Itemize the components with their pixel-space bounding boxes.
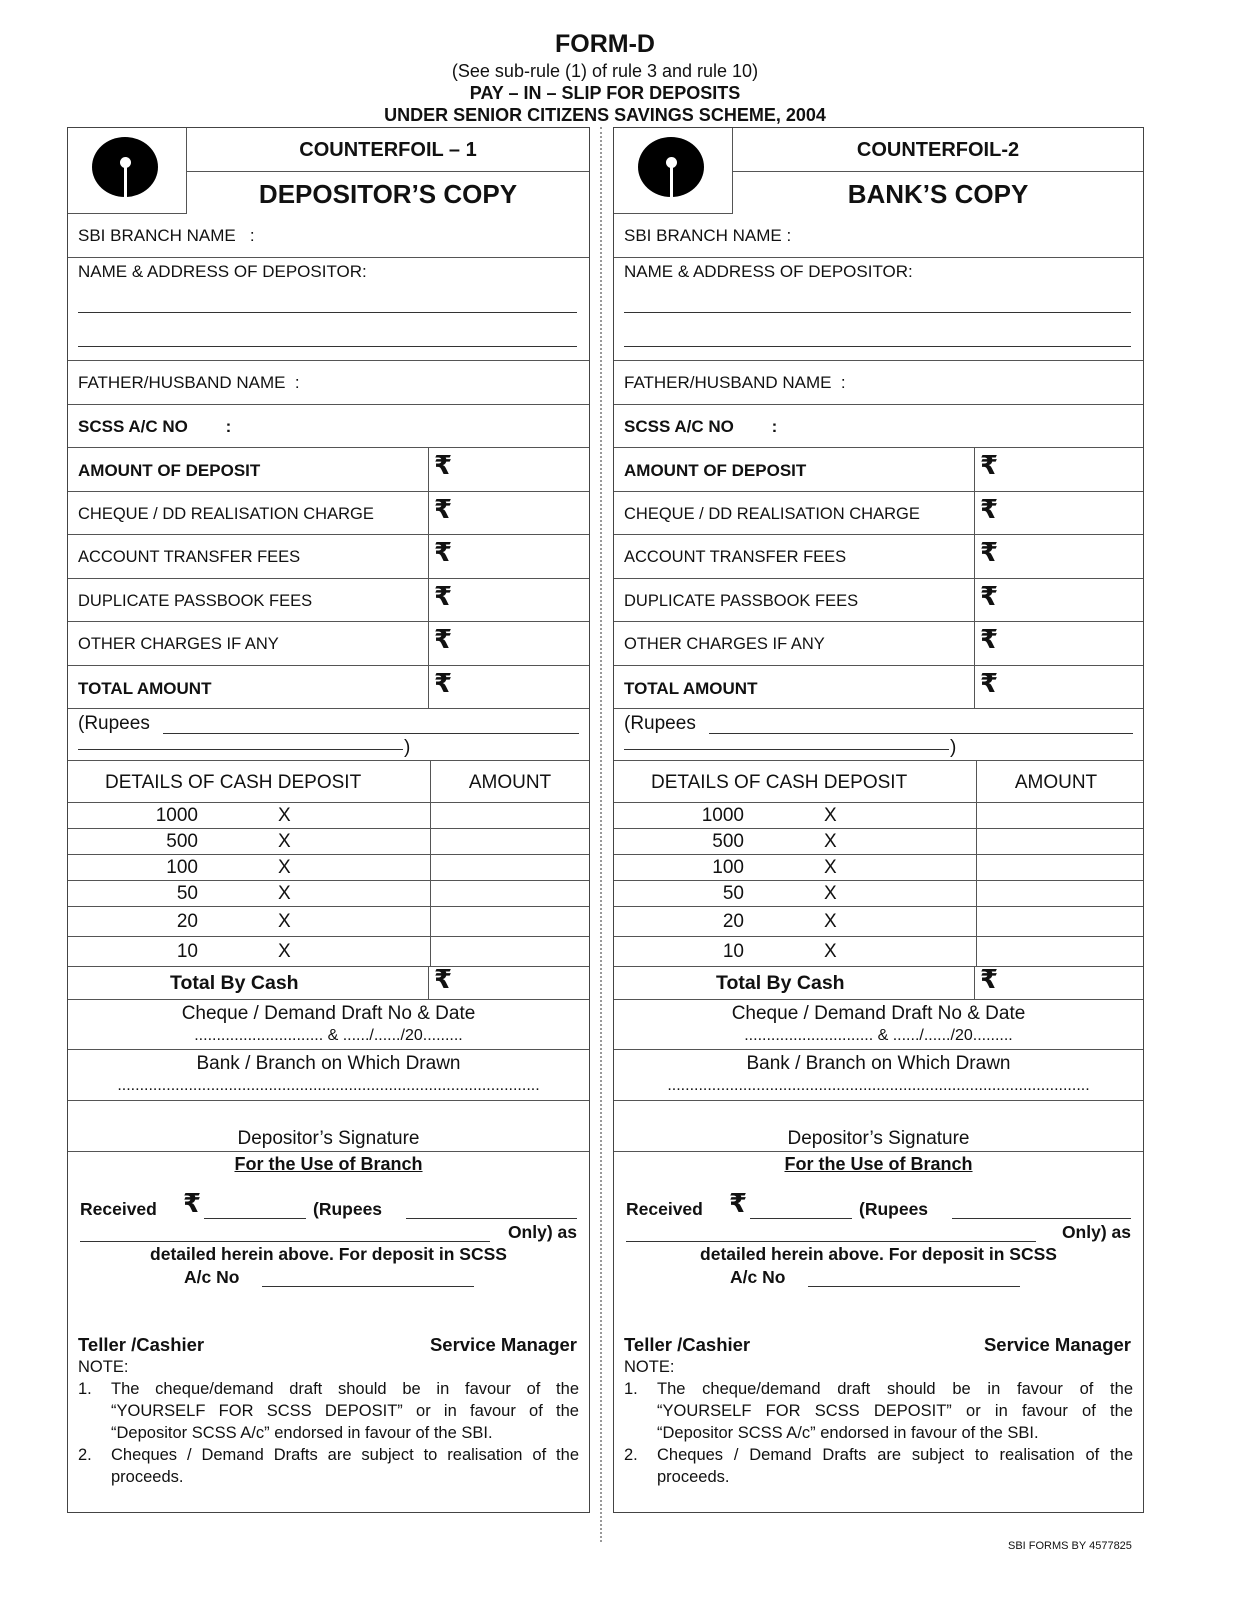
- bank-fill: ...............................................................................................: [117, 1077, 540, 1094]
- transfer-fees-label: ACCOUNT TRANSFER FEES: [624, 548, 847, 566]
- denomination-value: 1000: [701, 805, 744, 826]
- note-text: Cheques / Demand Drafts are subject to realisation of the proceeds.: [657, 1446, 1133, 1486]
- rupee-icon: ₹: [980, 965, 999, 995]
- row-realisation-charge[interactable]: [614, 492, 1143, 536]
- counterfoil-depositor-copy: [67, 127, 590, 1513]
- rupees-open-label: (Rupees: [78, 713, 150, 734]
- note-item: [78, 1444, 579, 1488]
- denomination-value: 10: [176, 941, 198, 962]
- cash-details-header: [614, 761, 1143, 803]
- multiply-sign: X: [278, 805, 291, 826]
- form-subtitle: (See sub-rule (1) of rule 3 and rule 10): [451, 61, 759, 81]
- account-number-label: SCSS A/C NO :: [624, 417, 778, 436]
- rupee-icon: ₹: [980, 581, 999, 612]
- multiply-sign: X: [278, 883, 291, 904]
- name-line-1: [624, 312, 1131, 313]
- row-other-charges[interactable]: [614, 622, 1143, 666]
- account-number-field[interactable]: [68, 405, 589, 448]
- father-name-label: FATHER/HUSBAND NAME :: [624, 373, 846, 392]
- note-number: 1.: [624, 1380, 638, 1398]
- signature-label: Depositor’s Signature: [787, 1128, 970, 1149]
- rupee-icon: ₹: [434, 451, 453, 481]
- row-duplicate-passbook-fees[interactable]: [614, 579, 1143, 623]
- multiply-sign: X: [278, 911, 291, 932]
- note-number: 1.: [78, 1380, 92, 1398]
- rupee-icon: ₹: [980, 494, 999, 525]
- duplicate-passbook-fees-label: DUPLICATE PASSBOOK FEES: [78, 591, 313, 610]
- total-by-cash-row[interactable]: [68, 967, 589, 1000]
- signature-label: Depositor’s Signature: [237, 1128, 420, 1149]
- branch-name-field[interactable]: [68, 214, 589, 258]
- rupee-icon: ₹: [980, 625, 999, 655]
- signature-field[interactable]: [614, 1101, 1143, 1152]
- amount-divider: [428, 448, 429, 709]
- detailed-text: detailed herein above. For deposit in SCSS: [150, 1244, 507, 1264]
- realisation-charge-label: CHEQUE / DD REALISATION CHARGE: [624, 504, 920, 523]
- cheque-details-field[interactable]: [68, 1000, 589, 1050]
- rupee-icon: ₹: [434, 965, 453, 995]
- bank-label: Bank / Branch on Which Drawn: [196, 1053, 461, 1074]
- denomination-row[interactable]: [614, 803, 1143, 829]
- tear-line: [600, 127, 602, 1542]
- name-line-2: [624, 346, 1131, 347]
- rupee-icon: ₹: [980, 538, 999, 568]
- note-item: [624, 1378, 1133, 1444]
- note-title: NOTE:: [78, 1358, 129, 1376]
- denomination-row[interactable]: [614, 881, 1143, 907]
- total-amount-label: TOTAL AMOUNT: [624, 678, 758, 698]
- rupees-word-label: (Rupees: [313, 1199, 383, 1219]
- account-number-label: SCSS A/C NO :: [78, 417, 232, 436]
- notes: [78, 1356, 579, 1488]
- amount-header: AMOUNT: [468, 772, 552, 793]
- drawn-bank-field[interactable]: [68, 1050, 589, 1101]
- multiply-sign: X: [278, 857, 291, 878]
- logo-cell: [68, 128, 187, 214]
- note-number: 2.: [78, 1446, 92, 1464]
- father-name-field[interactable]: [614, 361, 1143, 405]
- counterfoil-label: COUNTERFOIL – 1: [187, 128, 589, 172]
- note-item: [78, 1378, 579, 1444]
- total-cash-divider: [974, 967, 975, 1000]
- name-line-1: [78, 312, 577, 313]
- account-number-field[interactable]: [614, 405, 1143, 448]
- cash-details-header: [68, 761, 589, 803]
- rupees-open-label: (Rupees: [624, 713, 696, 734]
- sbi-logo-icon: [92, 137, 158, 197]
- branch-name-field[interactable]: [614, 214, 1143, 258]
- rupees-close-label: ): [404, 737, 411, 758]
- rupee-icon: ₹: [434, 668, 453, 699]
- rupees-close-label: ): [950, 737, 957, 758]
- rupee-icon: ₹: [183, 1189, 202, 1219]
- copy-label: DEPOSITOR’S COPY: [258, 179, 518, 209]
- rupees-line-2: [78, 749, 403, 750]
- details-header: DETAILS OF CASH DEPOSIT: [105, 772, 362, 793]
- sbi-logo-icon: [638, 137, 704, 197]
- father-name-label: FATHER/HUSBAND NAME :: [78, 373, 300, 392]
- signature-field[interactable]: [68, 1101, 589, 1152]
- total-by-cash-row[interactable]: [614, 967, 1143, 1000]
- name-address-label: NAME & ADDRESS OF DEPOSITOR:: [78, 262, 367, 281]
- multiply-sign: X: [824, 805, 837, 826]
- details-header: DETAILS OF CASH DEPOSIT: [651, 772, 908, 793]
- counterfoil-label: COUNTERFOIL-2: [733, 128, 1143, 172]
- rupee-icon: ₹: [729, 1189, 748, 1219]
- row-duplicate-passbook-fees[interactable]: [68, 579, 589, 623]
- rupee-icon: ₹: [434, 625, 453, 655]
- name-address-field[interactable]: [614, 258, 1143, 361]
- amount-header: AMOUNT: [1014, 772, 1098, 793]
- denomination-value: 100: [712, 857, 744, 878]
- father-name-field[interactable]: [68, 361, 589, 405]
- rupees-in-words-field[interactable]: [614, 709, 1143, 761]
- amount-of-deposit-label: AMOUNT OF DEPOSIT: [624, 461, 807, 480]
- ac-no-line[interactable]: [262, 1286, 474, 1287]
- branch-use-heading: For the Use of Branch: [234, 1154, 423, 1174]
- note-text: The cheque/demand draft should be in favour of the “YOURSELF FOR SCSS DEPOSIT” or in favour of the “Depositor SCSS A/c” endorsed in favour of the SBI.: [111, 1380, 579, 1442]
- denomination-row[interactable]: [68, 907, 589, 937]
- form-title: FORM-D: [555, 30, 655, 58]
- amount-divider: [974, 448, 975, 709]
- note-title: NOTE:: [624, 1358, 675, 1376]
- denomination-value: 10: [722, 941, 744, 962]
- realisation-charge-label: CHEQUE / DD REALISATION CHARGE: [78, 504, 374, 523]
- denomination-row[interactable]: [68, 803, 589, 829]
- denomination-value: 50: [722, 883, 744, 904]
- denomination-row[interactable]: [614, 907, 1143, 937]
- row-total-amount[interactable]: [68, 666, 589, 710]
- scheme-title: UNDER SENIOR CITIZENS SAVINGS SCHEME, 2004: [384, 105, 826, 125]
- cheque-label: Cheque / Demand Draft No & Date: [181, 1003, 476, 1024]
- multiply-sign: X: [824, 883, 837, 904]
- total-cash-label: Total By Cash: [716, 972, 845, 994]
- denomination-row[interactable]: [68, 829, 589, 855]
- rupees-word-label: (Rupees: [859, 1199, 929, 1219]
- cash-divider: [430, 761, 431, 967]
- denomination-row[interactable]: [68, 937, 589, 967]
- row-other-charges[interactable]: [68, 622, 589, 666]
- note-text: The cheque/demand draft should be in favour of the “YOURSELF FOR SCSS DEPOSIT” or in favour of the “Depositor SCSS A/c” endorsed in favour of the SBI.: [657, 1380, 1133, 1442]
- counterfoil-bank-copy: [613, 127, 1144, 1513]
- received-amount-line[interactable]: [750, 1218, 852, 1219]
- name-address-label: NAME & ADDRESS OF DEPOSITOR:: [624, 262, 913, 281]
- ac-no-label: A/c No: [730, 1267, 786, 1287]
- row-amount-of-deposit[interactable]: [68, 448, 589, 492]
- row-total-amount[interactable]: [614, 666, 1143, 710]
- received-amount-line[interactable]: [204, 1218, 306, 1219]
- cheque-label: Cheque / Demand Draft No & Date: [731, 1003, 1026, 1024]
- row-realisation-charge[interactable]: [68, 492, 589, 536]
- received-label: Received: [626, 1199, 703, 1219]
- denomination-value: 500: [166, 831, 198, 852]
- cheque-fill: ............................. & ....../....../20.........: [744, 1027, 1013, 1044]
- total-cash-divider: [428, 967, 429, 1000]
- branch-name-label: SBI BRANCH NAME :: [78, 226, 255, 245]
- multiply-sign: X: [278, 831, 291, 852]
- note-item: [624, 1444, 1133, 1488]
- multiply-sign: X: [824, 857, 837, 878]
- other-charges-label: OTHER CHARGES IF ANY: [78, 635, 279, 653]
- received-words-line-2[interactable]: [80, 1241, 490, 1242]
- teller-label: Teller /Cashier: [624, 1334, 751, 1355]
- multiply-sign: X: [824, 911, 837, 932]
- rupee-icon: ₹: [434, 494, 453, 525]
- ac-no-label: A/c No: [184, 1267, 240, 1287]
- branch-use-heading: For the Use of Branch: [784, 1154, 973, 1174]
- multiply-sign: X: [824, 941, 837, 962]
- denomination-value: 20: [176, 911, 198, 932]
- note-text: Cheques / Demand Drafts are subject to realisation of the proceeds.: [111, 1446, 579, 1486]
- row-transfer-fees[interactable]: [614, 535, 1143, 579]
- name-line-2: [78, 346, 577, 347]
- denomination-value: 500: [712, 831, 744, 852]
- transfer-fees-label: ACCOUNT TRANSFER FEES: [78, 548, 301, 566]
- amount-of-deposit-label: AMOUNT OF DEPOSIT: [78, 461, 261, 480]
- branch-name-label: SBI BRANCH NAME :: [624, 226, 792, 245]
- received-words-line[interactable]: [406, 1218, 577, 1219]
- row-amount-of-deposit[interactable]: [614, 448, 1143, 492]
- multiply-sign: X: [278, 941, 291, 962]
- drawn-bank-field[interactable]: [614, 1050, 1143, 1101]
- footer-code: SBI FORMS BY 4577825: [1008, 1540, 1132, 1552]
- received-label: Received: [80, 1199, 157, 1219]
- rupees-line-1: [163, 733, 579, 734]
- row-transfer-fees[interactable]: [68, 535, 589, 579]
- received-words-line[interactable]: [952, 1218, 1131, 1219]
- rupees-line-2: [624, 749, 949, 750]
- other-charges-label: OTHER CHARGES IF ANY: [624, 635, 825, 653]
- name-address-field[interactable]: [68, 258, 589, 361]
- detailed-text: detailed herein above. For deposit in SCSS: [700, 1244, 1057, 1264]
- cheque-fill: ............................. & ....../....../20.........: [194, 1027, 463, 1044]
- denomination-value: 100: [166, 857, 198, 878]
- only-as-label: Only) as: [507, 1222, 577, 1242]
- cash-divider: [976, 761, 977, 967]
- multiply-sign: X: [824, 831, 837, 852]
- rupees-line-1: [709, 733, 1133, 734]
- rupee-icon: ₹: [434, 538, 453, 568]
- note-number: 2.: [624, 1446, 638, 1464]
- rupee-icon: ₹: [434, 581, 453, 612]
- bank-fill: ...............................................................................................: [667, 1077, 1090, 1094]
- manager-label: Service Manager: [983, 1334, 1131, 1355]
- denomination-value: 20: [722, 911, 744, 932]
- rupee-icon: ₹: [980, 451, 999, 481]
- denomination-row[interactable]: [614, 937, 1143, 967]
- notes: [624, 1356, 1133, 1488]
- denomination-row[interactable]: [614, 855, 1143, 881]
- rupees-in-words-field[interactable]: [68, 709, 589, 761]
- logo-cell: [614, 128, 733, 214]
- cheque-details-field[interactable]: [614, 1000, 1143, 1050]
- rupee-icon: ₹: [980, 668, 999, 699]
- received-words-line-2[interactable]: [626, 1241, 1036, 1242]
- ac-no-line[interactable]: [808, 1286, 1020, 1287]
- total-amount-label: TOTAL AMOUNT: [78, 678, 212, 698]
- denomination-row[interactable]: [68, 855, 589, 881]
- slip-title: PAY – IN – SLIP FOR DEPOSITS: [469, 83, 741, 103]
- duplicate-passbook-fees-label: DUPLICATE PASSBOOK FEES: [624, 591, 859, 610]
- only-as-label: Only) as: [1061, 1222, 1131, 1242]
- total-cash-label: Total By Cash: [170, 972, 299, 994]
- denomination-row[interactable]: [614, 829, 1143, 855]
- bank-label: Bank / Branch on Which Drawn: [746, 1053, 1011, 1074]
- manager-label: Service Manager: [429, 1334, 577, 1355]
- teller-label: Teller /Cashier: [78, 1334, 205, 1355]
- copy-label: BANK’S COPY: [847, 179, 1029, 209]
- denomination-value: 50: [176, 883, 198, 904]
- denomination-row[interactable]: [68, 881, 589, 907]
- denomination-value: 1000: [155, 805, 198, 826]
